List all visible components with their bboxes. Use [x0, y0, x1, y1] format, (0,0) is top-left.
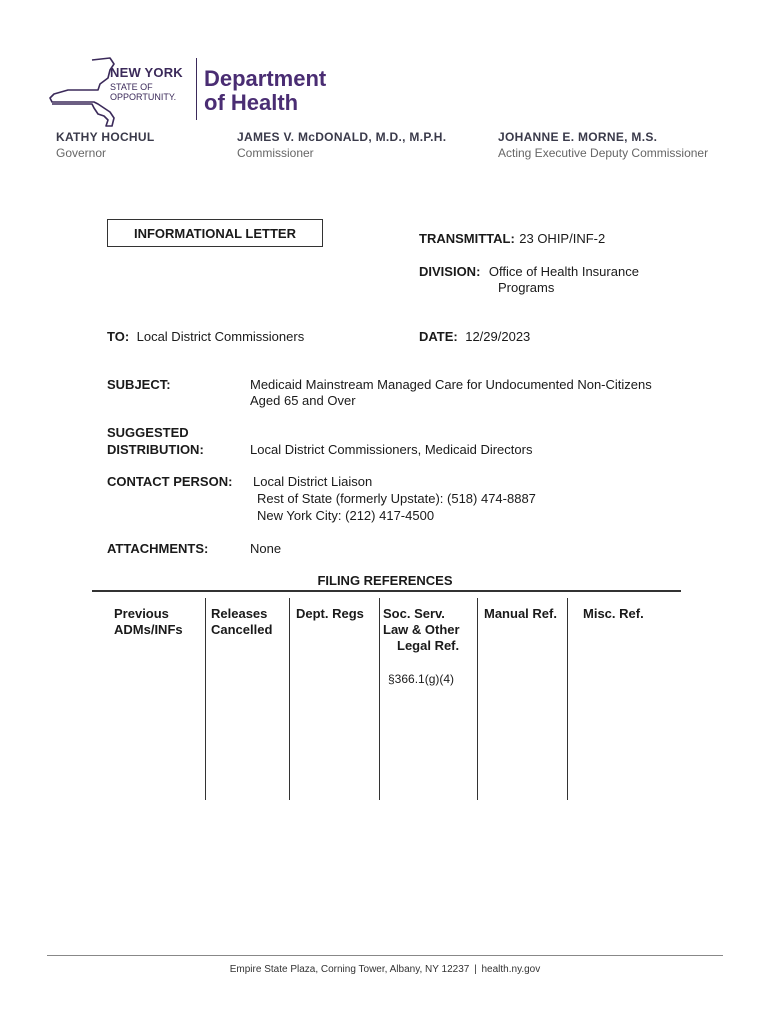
subject-value-line1: Medicaid Mainstream Managed Care for Undocumented Non-Citizens: [250, 377, 652, 392]
contact-line3: New York City: (212) 417-4500: [257, 508, 435, 523]
subject-label: SUBJECT:: [107, 377, 171, 392]
filing-references-title: FILING REFERENCES: [317, 573, 453, 588]
division-value: Office of Health Insurance: [488, 264, 639, 279]
filing-col-previous-line2: ADMs/INFs: [114, 622, 183, 637]
official-name-commissioner: JAMES V. McDONALD, M.D., M.P.H.: [237, 130, 447, 144]
footer-address: Empire State Plaza, Corning Tower, Albany, NY 12237: [229, 964, 470, 975]
official-title-commissioner: Commissioner: [237, 146, 314, 160]
filing-col-previous: [114, 606, 183, 638]
official-title-governor: Governor: [56, 146, 107, 160]
filing-col-soc-line3: Legal Ref.: [397, 638, 460, 653]
filing-col-misc: Misc. Ref.: [583, 606, 644, 621]
subject-value-line2: Aged 65 and Over: [250, 393, 356, 408]
filing-col-divider: [567, 598, 568, 800]
attachments-value: None: [250, 541, 282, 556]
division-label: DIVISION:: [419, 264, 481, 279]
division-row: [419, 263, 639, 281]
filing-col-dept-regs: Dept. Regs: [296, 606, 364, 621]
transmittal-label: TRANSMITTAL:: [419, 231, 515, 246]
filing-col-soc-line1: Soc. Serv.: [383, 606, 445, 621]
ny-tagline-line1: STATE OF: [110, 82, 153, 92]
attachments-label: ATTACHMENTS:: [107, 541, 209, 556]
filing-col-previous-line1: Previous: [114, 606, 169, 621]
logo-divider: [196, 58, 197, 120]
filing-col-divider: [289, 598, 290, 800]
official-name-deputy: JOHANNE E. MORNE, M.S.: [498, 130, 658, 144]
filing-col-releases: [211, 606, 272, 638]
official-title-deputy: Acting Executive Deputy Commissioner: [498, 146, 709, 160]
date-label: DATE:: [419, 329, 458, 344]
transmittal-row: [419, 230, 605, 248]
department-title-line1: Department: [204, 66, 327, 91]
to-value: Local District Commissioners: [136, 329, 305, 344]
date-value: 12/29/2023: [465, 329, 531, 344]
filing-col-divider: [379, 598, 380, 800]
contact-label: CONTACT PERSON:: [107, 474, 233, 489]
transmittal-value: 23 OHIP/INF-2: [519, 231, 606, 246]
ny-tagline-line2: OPPORTUNITY.: [110, 92, 177, 102]
department-title-line2: of Health: [204, 90, 299, 115]
filing-col-manual: Manual Ref.: [484, 606, 557, 621]
official-name-governor: KATHY HOCHUL: [56, 130, 155, 144]
to-label: TO:: [107, 329, 130, 344]
filing-col-soc-line2: Law & Other: [383, 622, 460, 637]
distribution-label-line1: SUGGESTED: [107, 425, 189, 440]
filing-col-divider: [205, 598, 206, 800]
filing-col-soc-serv: [383, 606, 460, 654]
distribution-label-line2: DISTRIBUTION:: [107, 442, 204, 457]
filing-col-releases-line2: Cancelled: [211, 622, 273, 637]
ny-wordmark: NEW YORK: [110, 65, 183, 80]
distribution-value: Local District Commissioners, Medicaid Directors: [250, 442, 533, 457]
date-row: [419, 328, 530, 346]
filing-soc-value: §366.1(g)(4): [388, 672, 455, 686]
footer-rule: [47, 955, 723, 956]
contact-line2: Rest of State (formerly Upstate): (518) 474-8887: [257, 491, 536, 506]
footer-website-link[interactable]: health.ny.gov: [481, 964, 541, 975]
letter-type-box: INFORMATIONAL LETTER: [107, 219, 323, 247]
filing-col-releases-line1: Releases: [211, 606, 268, 621]
contact-line1: Local District Liaison: [253, 474, 373, 489]
division-value-line2: Programs: [498, 280, 555, 295]
footer: Empire State Plaza, Corning Tower, Albany, NY 12237 | health.ny.gov: [229, 964, 541, 975]
to-row: [107, 328, 304, 346]
filing-col-divider: [477, 598, 478, 800]
filing-table-top-rule: [92, 590, 681, 592]
